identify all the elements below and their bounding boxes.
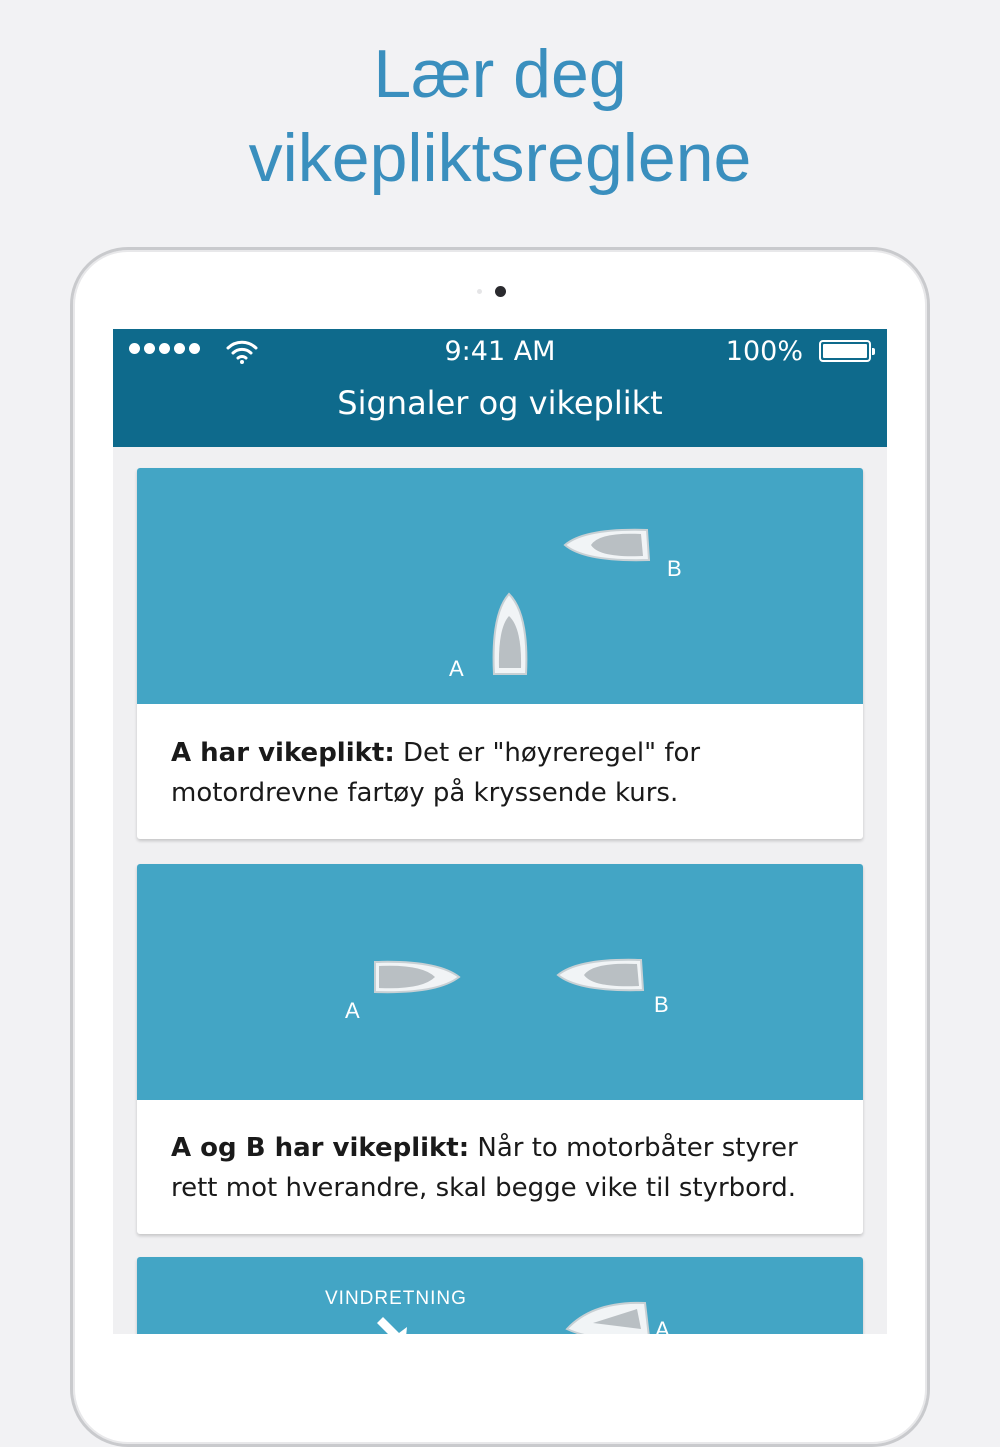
boat-a-icon <box>494 594 527 674</box>
sailboat-icon <box>567 1303 649 1334</box>
status-time: 9:41 AM <box>444 336 556 367</box>
head-on-illustration <box>137 864 863 1100</box>
boat-a-icon <box>375 962 459 992</box>
battery-icon <box>819 340 871 362</box>
rule-card[interactable] <box>137 1257 863 1342</box>
sensor-dot <box>477 289 482 294</box>
headline-line-2: vikepliktsreglene <box>248 120 752 196</box>
boat-label-a: A <box>449 656 464 681</box>
caption-bold: A har vikeplikt: <box>171 738 395 768</box>
wind-arrow-icon <box>377 1317 407 1334</box>
boat-b-icon <box>558 960 643 990</box>
page-title: Signaler og vikeplikt <box>337 384 663 422</box>
boat-label-b: B <box>667 556 682 581</box>
rule-card[interactable] <box>137 468 863 839</box>
boat-label-a: A <box>655 1317 670 1342</box>
caption-text: Når to motorbåter styrer rett mot hverandre, skal begge vike til styrbord. <box>171 1133 798 1203</box>
wind-direction-label: VINDRETNING <box>325 1288 467 1309</box>
battery-percent: 100% <box>725 336 803 367</box>
app-screen <box>113 329 887 1342</box>
headline-line-1: Lær deg <box>373 36 627 112</box>
caption-text: Det er "høyreregel" for motordrevne fartøy på kryssende kurs. <box>171 738 701 808</box>
boat-label-b: B <box>654 992 669 1017</box>
camera-icon <box>495 286 506 297</box>
card-caption <box>171 733 841 813</box>
card-caption <box>171 1128 841 1208</box>
boat-b-icon <box>565 530 649 560</box>
headline <box>0 32 1000 200</box>
crossing-illustration <box>137 468 863 704</box>
rule-card[interactable] <box>137 864 863 1234</box>
sailing-illustration <box>137 1257 863 1342</box>
caption-bold: A og B har vikeplikt: <box>171 1133 470 1163</box>
boat-label-a: A <box>345 998 360 1023</box>
navigation-bar <box>113 329 887 447</box>
